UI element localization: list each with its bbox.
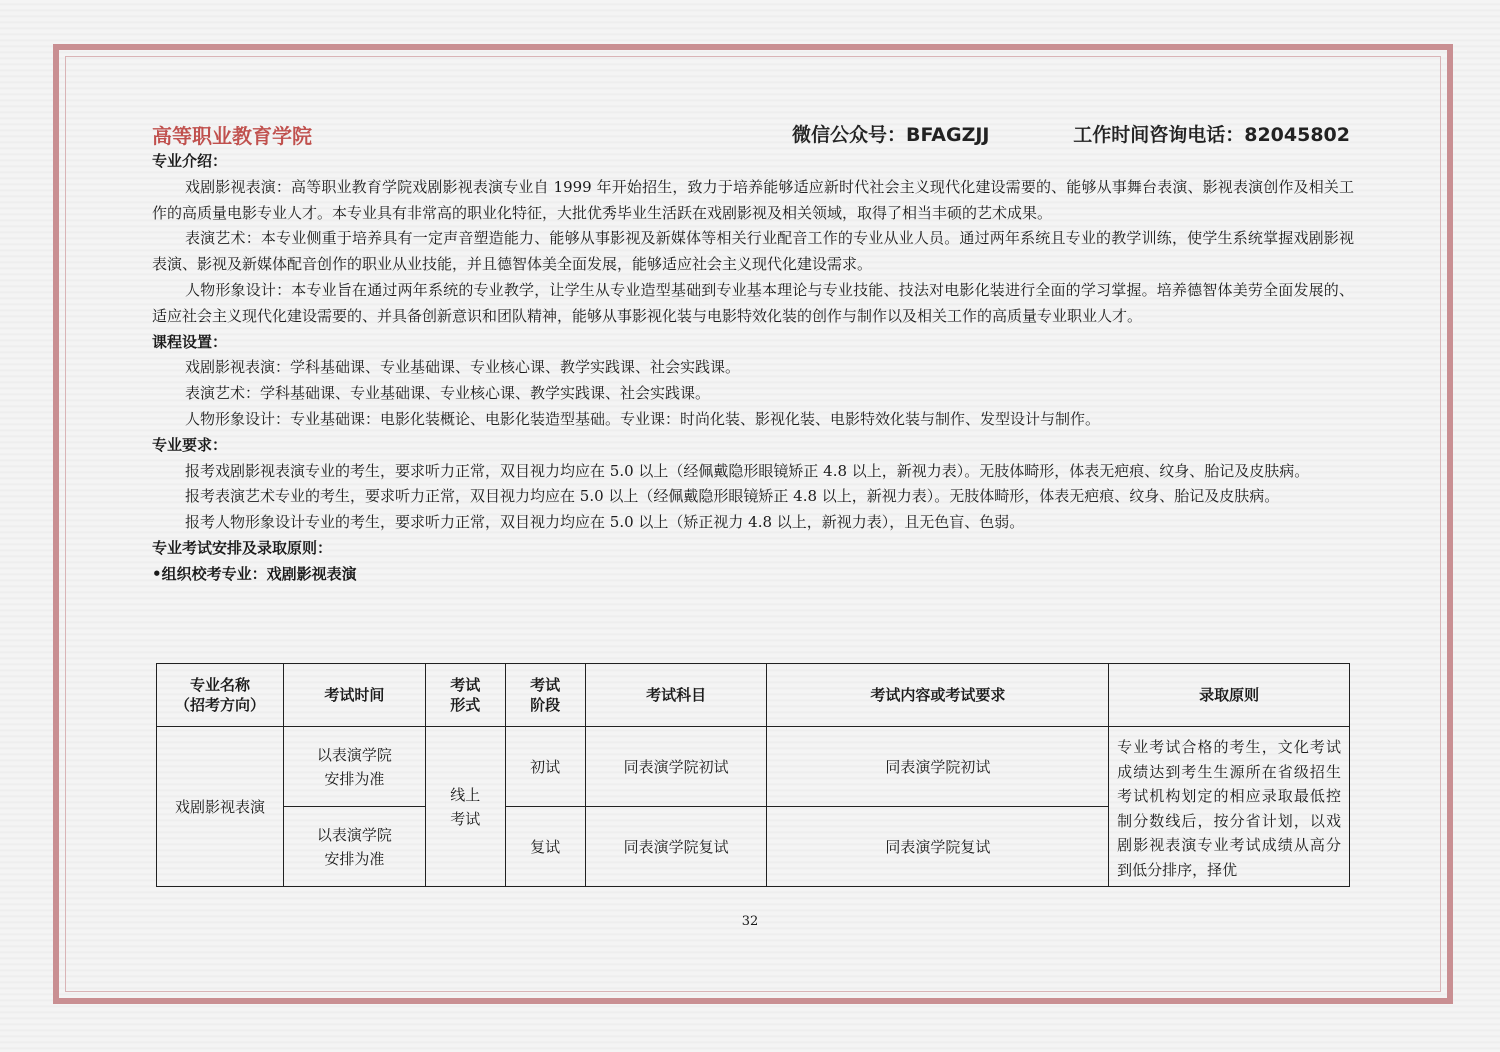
document-body [152,149,1354,588]
cell-major: 戏剧影视表演 [157,727,284,887]
header-major: 专业名称 （招考方向） [157,664,284,727]
cell-subject: 同表演学院初试 [585,727,767,807]
college-name: 高等职业教育学院 [152,124,312,148]
section-heading-exam: 专业考试安排及录取原则： [152,538,333,557]
intro-paragraph: 戏剧影视表演：高等职业教育学院戏剧影视表演专业自 1999 年开始招生，致力于培养能够适应新时代社会主义现代化建设需要的、能够从事舞台表演、影视表演创作及相关工作的高质量电影专业人才。本专业具有非常高的职业化特征，大批优秀毕业生活跃在戏剧影视及相关领域，取得了相当丰硕的艺术成果。 [152,177,1354,222]
cell-time: 以表演学院 安排为准 [283,807,425,887]
cell-subject: 同表演学院复试 [585,807,767,887]
section-heading-requirements: 专业要求： [152,435,228,454]
header-rule: 录取原则 [1109,664,1350,727]
section-heading-courses: 课程设置： [152,332,228,351]
cell-form: 线上 考试 [425,727,505,887]
course-paragraph: 表演艺术：学科基础课、专业基础课、专业核心课、教学实践课、社会实践课。 [185,384,711,403]
table-row [157,727,1350,807]
course-paragraph: 人物形象设计：专业基础课：电影化装概论、电影化装造型基础。专业课：时尚化装、影视化装、电影特效化装与制作、发型设计与制作。 [185,409,1101,428]
header-time: 考试时间 [283,664,425,727]
header-stage: 考试 阶段 [505,664,585,727]
requirement-paragraph: 报考戏剧影视表演专业的考生，要求听力正常，双目视力均应在 5.0 以上（经佩戴隐形眼镜矫正 4.8 以上，新视力表）。无肢体畸形，体表无疤痕、纹身、胎记及皮肤病。 [185,461,1310,480]
page-number: 32 [741,914,759,929]
cell-stage: 初试 [505,727,585,807]
table-header-row [157,664,1350,727]
cell-stage: 复试 [505,807,585,887]
intro-paragraph: 表演艺术：本专业侧重于培养具有一定声音塑造能力、能够从事影视及新媒体等相关行业配音工作的专业从业人员。通过两年系统且专业的教学训练，使学生系统掌握戏剧影视表演、影视及新媒体配音创作的职业从业技能，并且德智体美全面发展，能够适应社会主义现代化建设需求。 [152,229,1354,274]
exam-arrangement-table [156,663,1350,887]
cell-admission-rule: 专业考试合格的考生，文化考试成绩达到考生生源所在省级招生考试机构划定的相应录取最低控制分数线后，按分省计划，以戏剧影视表演专业考试成绩从高分到低分排序，择优 [1109,727,1350,887]
consult-phone: 工作时间咨询电话：82045802 [1073,124,1350,146]
page-header [152,120,1350,150]
header-form: 考试 形式 [425,664,505,727]
requirement-paragraph: 报考表演艺术专业的考生，要求听力正常，双目视力均应在 5.0 以上（经佩戴隐形眼镜矫正 4.8 以上，新视力表）。无肢体畸形，体表无疤痕、纹身、胎记及皮肤病。 [185,487,1280,506]
exam-major-bullet: •组织校考专业：戏剧影视表演 [152,564,357,583]
header-subject: 考试科目 [585,664,767,727]
requirement-paragraph: 报考人物形象设计专业的考生，要求听力正常，双目视力均应在 5.0 以上（矫正视力 4.8 以上，新视力表），且无色盲、色弱。 [185,513,1025,532]
course-paragraph: 戏剧影视表演：学科基础课、专业基础课、专业核心课、教学实践课、社会实践课。 [185,358,741,377]
header-content: 考试内容或考试要求 [767,664,1109,727]
cell-time: 以表演学院 安排为准 [283,727,425,807]
wechat-account: 微信公众号：BFAGZJJ [792,124,990,146]
cell-content: 同表演学院复试 [767,807,1109,887]
cell-content: 同表演学院初试 [767,727,1109,807]
section-heading-intro: 专业介绍： [152,152,228,170]
intro-paragraph: 人物形象设计：本专业旨在通过两年系统的专业教学，让学生从专业造型基础到专业基本理论与专业技能、技法对电影化装进行全面的学习掌握。培养德智体美劳全面发展的、适应社会主义现代化建设需要的、并具备创新意识和团队精神，能够从事影视化装与电影特效化装的创作与制作以及相关工作的高质量专业职业人才。 [152,280,1354,325]
